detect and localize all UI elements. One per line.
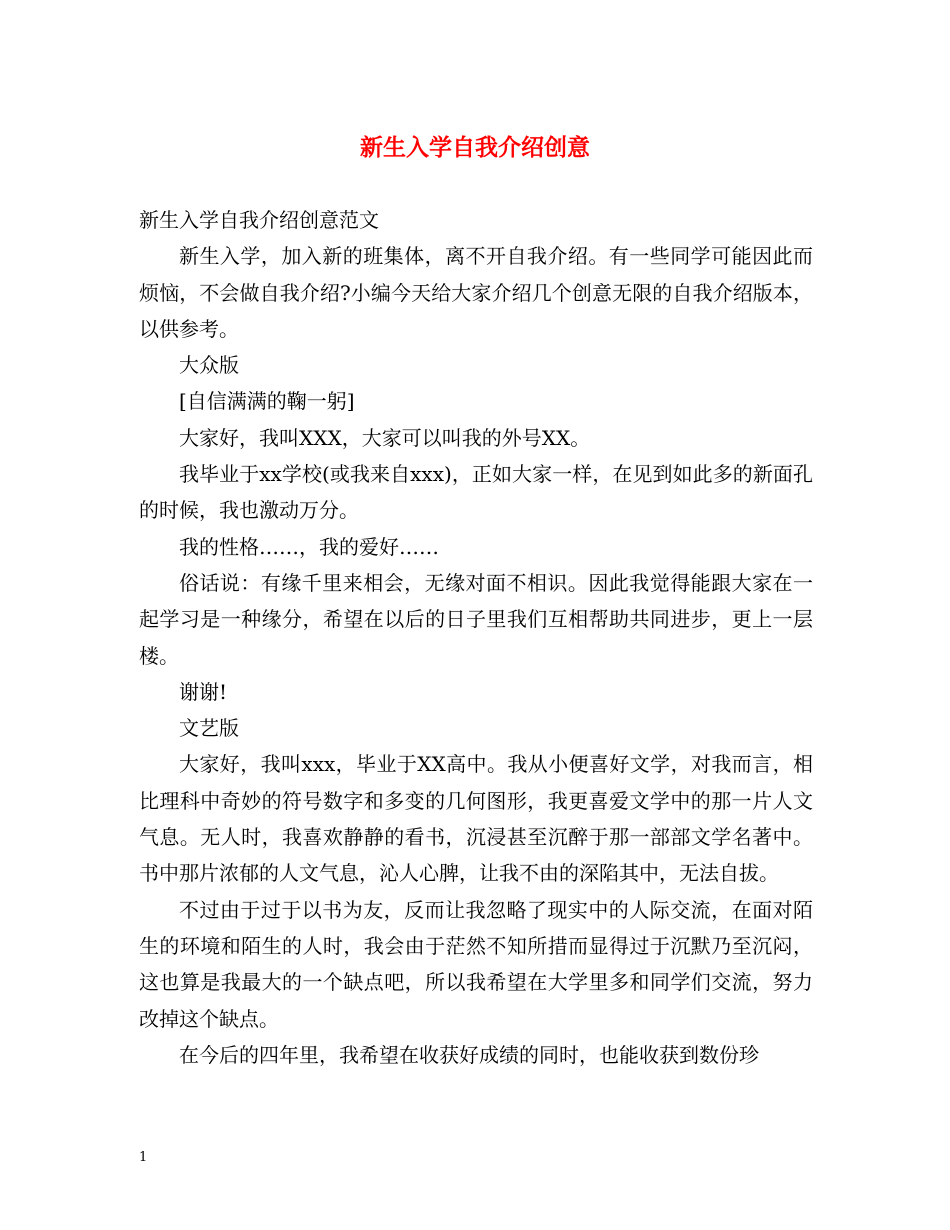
document-title: 新生入学自我介绍创意 (360, 134, 590, 161)
section-heading-literary: 文艺版 (179, 716, 239, 741)
page-number: 1 (139, 1150, 148, 1165)
paragraph: 新生入学，加入新的班集体，离不开自我介绍。有一些同学可能因此而烦恼，不会做自我介绍?小编今天给大家介绍几个创意无限的自我介绍版本，以供参考。 (139, 244, 813, 341)
paragraph: 大家好，我叫XXX，大家可以叫我的外号XX。 (179, 425, 591, 450)
section-heading-popular: 大众版 (179, 353, 239, 378)
paragraph: [自信满满的鞠一躬] (179, 389, 355, 414)
document-body (139, 202, 813, 1073)
document-subtitle: 新生入学自我介绍创意范文 (139, 208, 379, 232)
paragraph: 谢谢! (179, 679, 228, 704)
paragraph: 俗话说：有缘千里来相会，无缘对面不相识。因此我觉得能跟大家在一起学习是一种缘分，希望在以后的日子里我们互相帮助共同进步，更上一层楼。 (139, 570, 813, 668)
paragraph: 在今后的四年里，我希望在收获好成绩的同时，也能收获到数份珍 (179, 1042, 759, 1067)
paragraph: 不过由于过于以书为友，反而让我忽略了现实中的人际交流，在面对陌生的环境和陌生的人时，我会由于茫然不知所措而显得过于沉默乃至沉闷，这也算是我最大的一个缺点吧，所以我希望在大学里多和同学们交流，努力改掉这个缺点。 (139, 897, 813, 1031)
paragraph: 我的性格……，我的爱好…… (179, 534, 439, 559)
paragraph: 我毕业于xx学校(或我来自xxx)，正如大家一样，在见到如此多的新面孔的时候，我也激动万分。 (139, 462, 813, 523)
paragraph: 大家好，我叫xxx，毕业于XX高中。我从小便喜好文学，对我而言，相比理科中奇妙的符号数字和多变的几何图形，我更喜爱文学中的那一片人文气息。无人时，我喜欢静静的看书，沉浸甚至沉醉于那一部部文学名著中。书中那片浓郁的人文气息，沁人心脾，让我不由的深陷其中，无法自拔。 (139, 752, 813, 886)
